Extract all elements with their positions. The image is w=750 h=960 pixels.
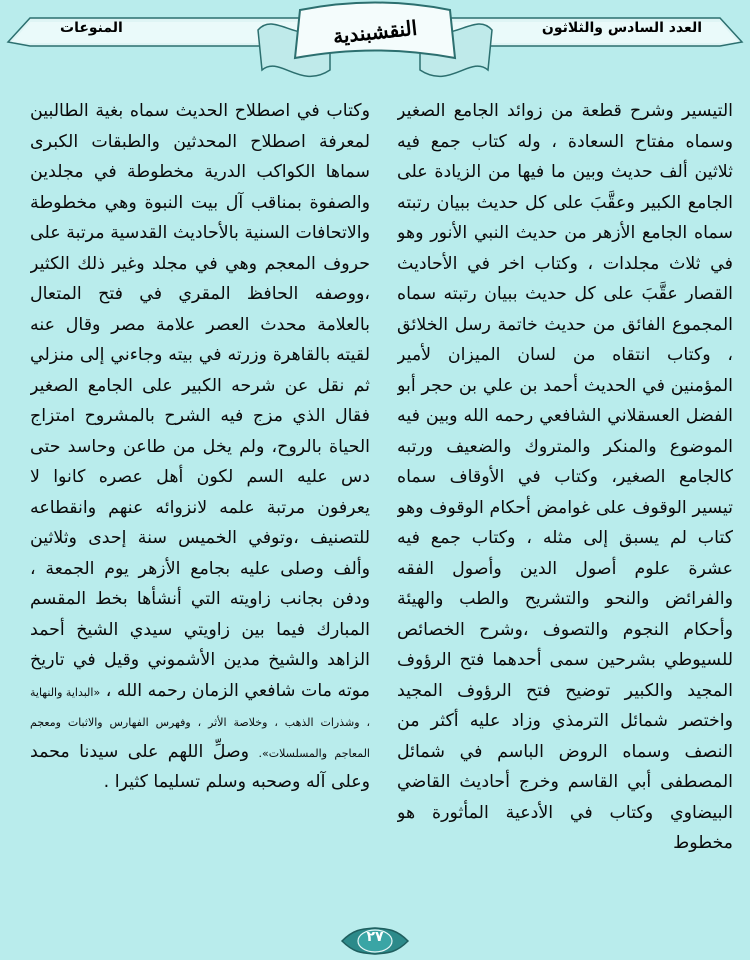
column-left-paragraph: [30, 96, 370, 798]
article-title: النقشبندية: [331, 15, 419, 49]
issue-label: العدد السادس والثلاثون: [541, 20, 702, 36]
closing-prayer-text: وصلِّ اللهم على سيدنا محمد وعلى آله وصحبه وسلم تسليما كثيرا .: [30, 741, 370, 792]
section-label: المنوعات: [60, 20, 123, 36]
header-ribbon-banner: [0, 0, 750, 90]
references-note: «البداية والنهاية ، وشذرات الذهب ، وخلاصة الأثر ، وفهرس الفهارس والاثبات ومعجم المعاجم والمسلسلات».: [30, 685, 370, 760]
page-number: ٢٧: [366, 929, 384, 945]
column-left-main-text: وكتاب في اصطلاح الحديث سماه بغية الطالبين لمعرفة اصطلاح المحدثين والطبقات الكبرى سماها الكواكب الدرية مخطوطة في مجلدين والصفوة بمناقب آل بيت النبوة وهي مخطوطة والاتحافات السنية بالأحاديث القدسية مرتبة على حروف المعجم وهي في مجلد وغير ذلك الكثير ،ووصفه الحافظ المقري في فتح المتعال بالعلامة محدث العصر علامة مصر وقال عنه لقيته بالقاهرة وزرته في بيته وجاءني إلى منزلي ثم نقل عن شرحه الكبير على الجامع الصغير فقال الذي مزج فيه الشرح بالمشروح امتزاج الحياة بالروح، ولم يخل من طاعن وحاسد حتى دس عليه السم لكون أهل عصره كانوا لا يعرفون مرتبة علمه لانزوائه عنهم وانقطاعه للتصنيف ،وتوفي الخميس سنة إحدى وثلاثين وألف وصلى عليه بجامع الأزهر يوم الجمعة ، ودفن بجانب زاويته التي أنشأها بخط المقسم المبارك فيما بين زاويتي سيدي الشيخ أحمد الزاهد والشيخ مدين الأشموني وقيل في تاريخ موته مات شافعي الزمان رحمه الله ،: [30, 101, 370, 701]
text-column-left: [30, 96, 370, 928]
column-right-text: التيسير وشرح قطعة من زوائد الجامع الصغير وسماه مفتاح السعادة ، وله كتاب جمع فيه ثلاثين ألف حديث وبين ما فيها من الزيادة على الجامع الكبير وعقَّبَ على كل حديث ببيان رتبته سماه الجامع الأزهر من حديث النبي الأنور وهو في ثلاث مجلدات ، وكتاب اخر في الأحاديث القصار عقَّبَ على كل حديث ببيان رتبته سماه المجموع الفائق من حديث خاتمة رسل الخلائق ، وكتاب انتقاه من لسان الميزان لأمير المؤمنين في الحديث أحمد بن علي بن حجر أبو الفضل العسقلاني الشافعي رحمه الله وبين فيه الموضوع والمنكر والمتروك والضعيف ورتبه كالجامع الصغير، وكتاب في الأوقاف سماه تيسير الوقوف على غوامض أحكام الوقوف وهو كتاب لم يسبق إلى مثله ، وكتاب جمع فيه عشرة علوم أصول الدين وأصول الفقه والفرائض والنحو والتشريح والطب والهيئة وأحكام النجوم والتصوف ،وشرح الخصائص للسيوطي بشرحين سمى أحدهما فتح الرؤوف المجيد والكبير توضيح فتح الرؤوف المجيد واختصر شمائل الترمذي وزاد عليه أكثر من النصف وسماه الروض الباسم في شمائل المصطفى أبي القاسم وخرج أحاديث القاضي البيضاوي وكتاب في الأدعية المأثورة هو مخطوط: [397, 101, 733, 853]
text-column-right: [397, 96, 733, 928]
